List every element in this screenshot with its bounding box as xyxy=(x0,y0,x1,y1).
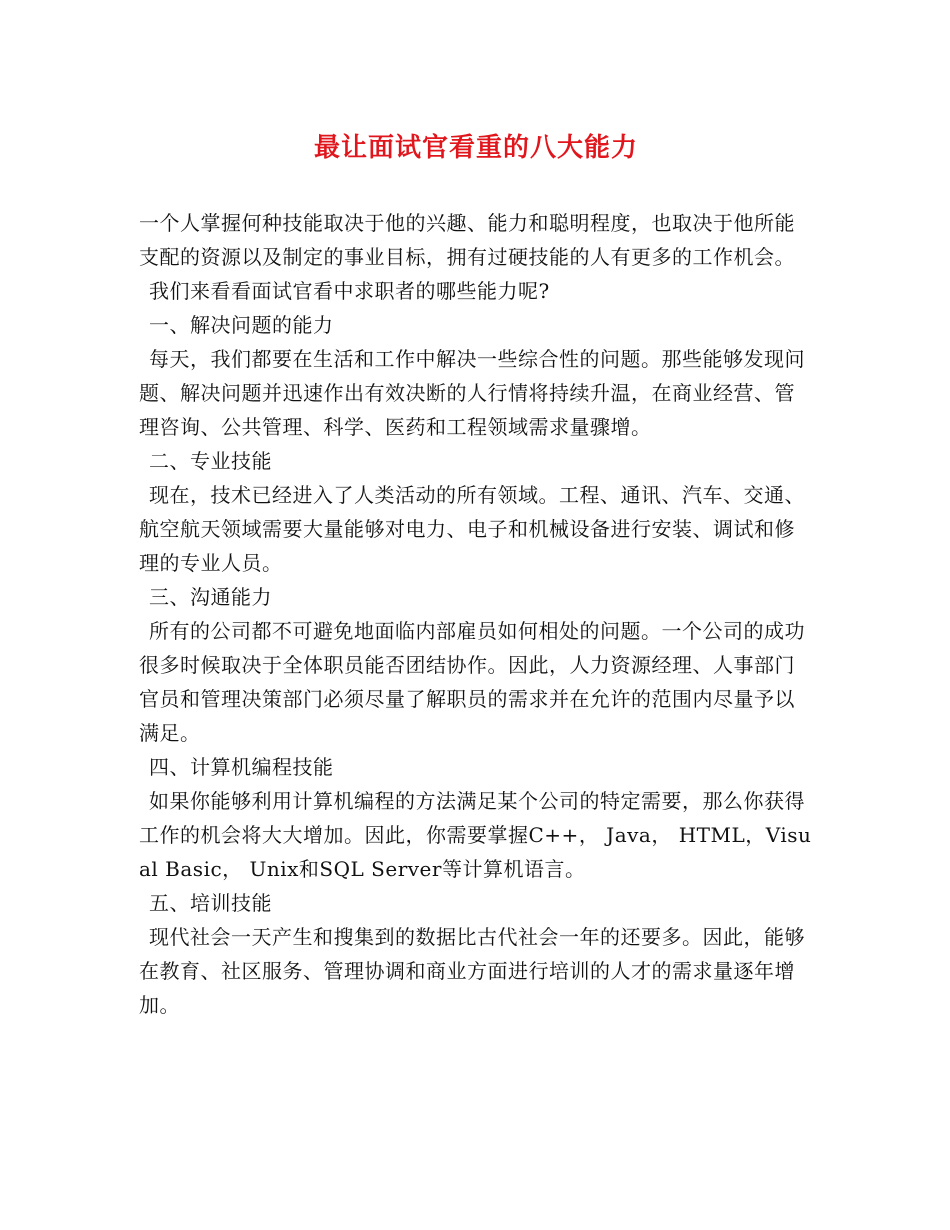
section-1 xyxy=(139,308,813,444)
section-body: 现在，技术已经进入了人类活动的所有领域。工程、通讯、汽车、交通、航空航天领域需要大量能够对电力、电子和机械设备进行安装、调试和修理的专业人员。 xyxy=(139,483,805,575)
section-body: 每天，我们都要在生活和工作中解决一些综合性的问题。那些能够发现问题、解决问题并迅速作出有效决断的人行情将持续升温，在商业经营、管理咨询、公共管理、科学、医药和工程领域需求量骤增。 xyxy=(139,347,805,439)
section-body: 所有的公司都不可避免地面临内部雇员如何相处的问题。一个公司的成功很多时候取决于全体职员能否团结协作。因此，人力资源经理、人事部门官员和管理决策部门必须尽量了解职员的需求并在允许的范围内尽量予以满足。 xyxy=(139,619,805,745)
section-heading: 五、培训技能 xyxy=(149,891,272,915)
intro-paragraph: 一个人掌握何种技能取决于他的兴趣、能力和聪明程度，也取决于他所能支配的资源以及制定的事业目标，拥有过硬技能的人有更多的工作机会。 xyxy=(139,211,795,269)
section-2 xyxy=(139,444,813,580)
section-5 xyxy=(139,886,813,1022)
section-body: 如果你能够利用计算机编程的方法满足某个公司的特定需要，那么你获得工作的机会将大大增加。因此，你需要掌握C++， Java， HTML，Visual Basic， Unix和SQL Server等计算机语言。 xyxy=(139,789,812,881)
section-body: 现代社会一天产生和搜集到的数据比古代社会一年的还要多。因此，能够在教育、社区服务、管理协调和商业方面进行培训的人才的需求量逐年增加。 xyxy=(139,925,805,1017)
section-heading: 一、解决问题的能力 xyxy=(149,313,334,337)
question-paragraph: 我们来看看面试官看中求职者的哪些能力呢? xyxy=(149,279,550,303)
section-heading: 四、计算机编程技能 xyxy=(149,755,334,779)
section-heading: 二、专业技能 xyxy=(149,449,272,473)
document-page xyxy=(139,128,813,1022)
section-3 xyxy=(139,580,813,750)
section-heading: 三、沟通能力 xyxy=(149,585,272,609)
section-4 xyxy=(139,750,813,886)
document-title: 最让面试官看重的八大能力 xyxy=(313,133,638,163)
